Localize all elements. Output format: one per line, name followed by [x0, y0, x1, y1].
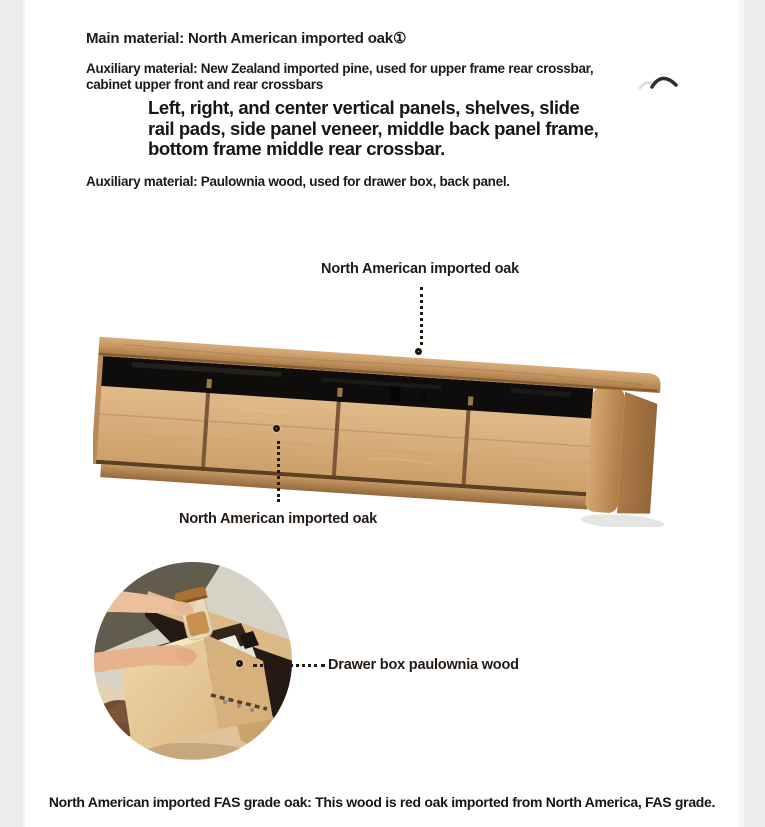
- left-margin-band: [0, 0, 25, 827]
- aux-pine-line-2: cabinet upper front and rear crossbars: [86, 77, 323, 92]
- aux-material-pine-text: [86, 61, 593, 93]
- callout-cabinet-top-label: North American imported oak: [321, 261, 519, 277]
- aux-pine-line-1: Auxiliary material: New Zealand imported pine, used for upper frame rear crossbar,: [86, 61, 594, 76]
- dotted-connector-vertical: [277, 441, 280, 502]
- main-material-text: Main material: North American imported oak①: [86, 30, 407, 47]
- callout-drawer-front-label: North American imported oak: [179, 511, 377, 527]
- footer-note: North American imported FAS grade oak: This wood is red oak imported from North America, FAS grade.: [48, 794, 716, 810]
- pine-detail-line-1: Left, right, and center vertical panels, shelves, slide: [148, 97, 580, 118]
- pine-detail-line-2: rail pads, side panel veneer, middle back panel frame,: [148, 117, 599, 139]
- drawer-photo: [93, 561, 293, 761]
- aux-material-paulownia-text: Auxiliary material: Paulownia wood, used for drawer box, back panel.: [86, 174, 510, 189]
- marker-ring-icon: [273, 425, 280, 432]
- cabinet-illustration: [93, 327, 678, 527]
- right-margin-band: [739, 0, 765, 827]
- marker-ring-icon: [236, 660, 243, 667]
- pine-usage-detail-text: [148, 98, 598, 160]
- dotted-connector-horizontal: [253, 664, 325, 667]
- callout-drawer-box-label: Drawer box paulownia wood: [328, 657, 519, 673]
- brush-mark-icon: [638, 72, 684, 100]
- pine-detail-line-3: bottom frame middle rear crossbar.: [148, 138, 445, 159]
